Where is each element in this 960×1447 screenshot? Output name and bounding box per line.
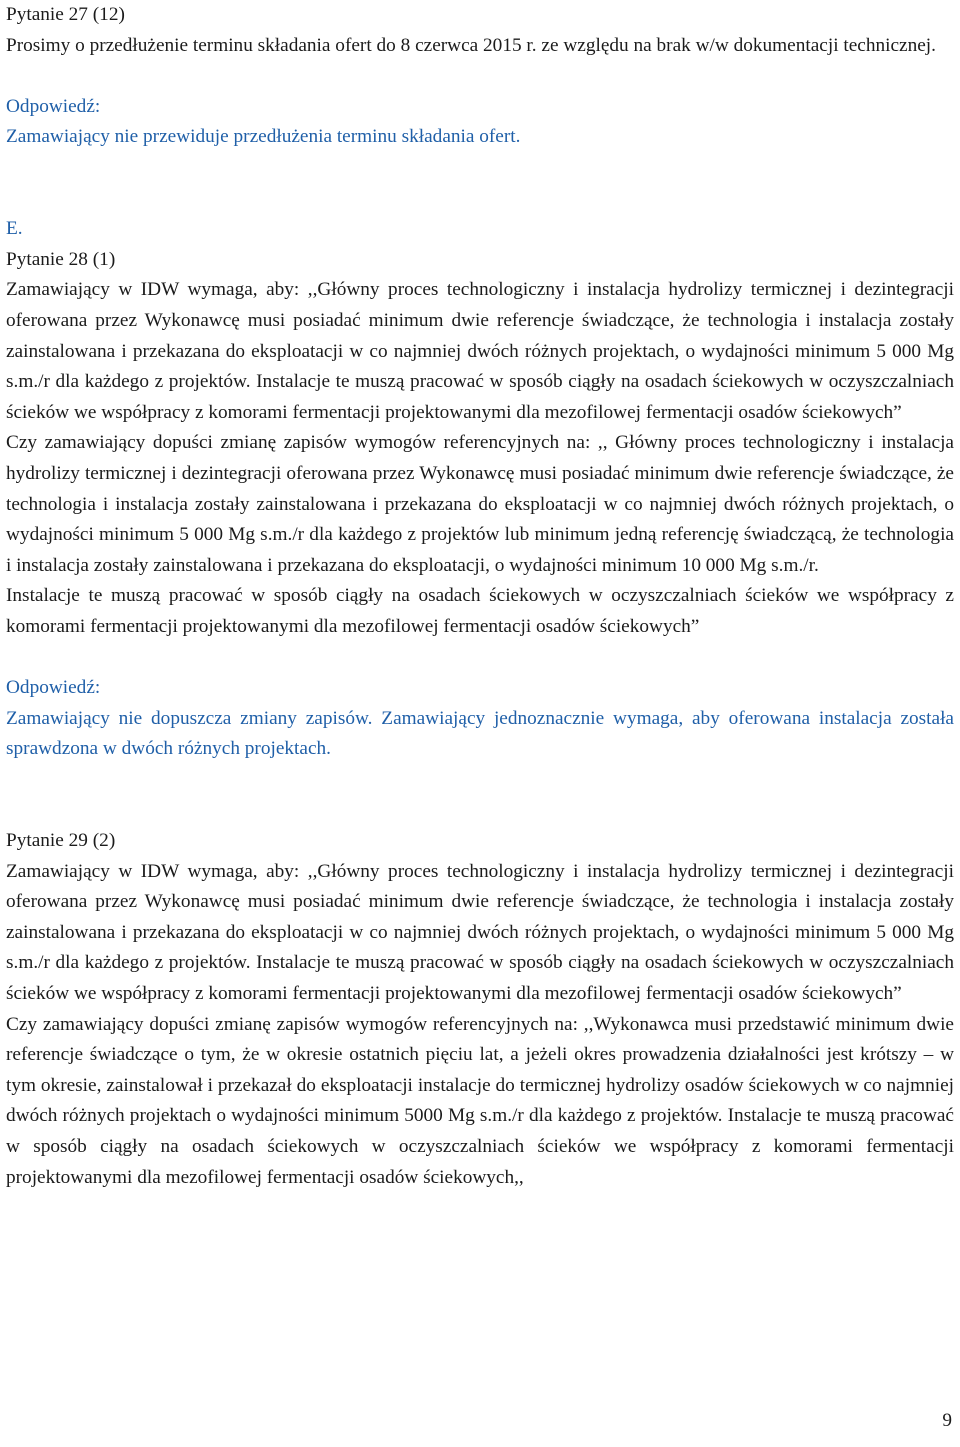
question-text: Instalacje te muszą pracować w sposób ciągły na osadach ściekowych w oczyszczalniach ścieków we współpracy z komorami fermentacji projektowanymi dla mezofilowej fermentacji osadów ściekowych”: [6, 585, 954, 637]
answer-text: Zamawiający nie przewiduje przedłużenia terminu składania ofert.: [6, 126, 521, 148]
question-text: Prosimy o przedłużenie terminu składania ofert do 8 czerwca 2015 r. ze względu na brak w/w dokumentacji technicznej.: [6, 34, 936, 56]
document-page: [6, 0, 954, 1193]
question-28: [6, 245, 954, 765]
question-29: [6, 826, 954, 1193]
question-heading: Pytanie 27 (12): [6, 4, 125, 25]
question-text: Czy zamawiający dopuści zmianę zapisów wymogów referencyjnych na: ,,Wykonawca musi przedstawić minimum dwie referencje świadczące o tym, że w okresie ostatnich pięciu lat, a jeżeli okres prowadzenia działalności jest krótszy – w tym okresie, zainstalował i przekazał do eksploatacji instalacje do termicznej hydrolizy osadów ściekowych w co najmniej dwóch różnych projektach o wydajności minimum 5000 Mg s.m./r dla każdego z projektów. Instalacje te muszą pracować w sposób ciągły na osadach ściekowych w oczyszczalniach ścieków we współpracy z komorami fermentacji projektowanymi dla mezofilowej fermentacji osadów ściekowych,,: [6, 1013, 954, 1188]
section-marker: E.: [6, 218, 23, 240]
question-27: [6, 0, 954, 153]
answer-text: Zamawiający nie dopuszcza zmiany zapisów. Zamawiający jednoznacznie wymaga, aby oferowana instalacja została sprawdzona w dwóch różnych projektach.: [6, 707, 954, 760]
question-heading: Pytanie 29 (2): [6, 830, 116, 852]
question-text: Zamawiający w IDW wymaga, aby: ,,Główny proces technologiczny i instalacja hydrolizy termicznej i dezintegracji oferowana przez Wykonawcę musi posiadać minimum dwie referencje świadczące, że technologia i instalacja zostały zainstalowana i przekazana do eksploatacji w co najmniej dwóch różnych projektach, o wydajności minimum 5 000 Mg s.m./r dla każdego z projektów. Instalacje te muszą pracować w sposób ciągły na osadach ściekowych w oczyszczalniach ścieków we współpracy z komorami fermentacji projektowanymi dla mezofilowej fermentacji osadów ściekowych”: [6, 279, 954, 423]
answer-label: Odpowiedź:: [6, 677, 101, 699]
question-text: Czy zamawiający dopuści zmianę zapisów wymogów referencyjnych na: ,, Główny proces technologiczny i instalacja hydrolizy termicznej i dezintegracji oferowana przez Wykonawcę musi posiadać minimum dwie referencje świadczące, że technologia i instalacja zostały zainstalowana i przekazana do eksploatacji w co najmniej dwóch różnych projektach, o wydajności minimum 5 000 Mg s.m./r dla każdego z projektów lub minimum jedną referencję świadczącą, że technologia i instalacja zostały zainstalowana i przekazana do eksploatacji, o wydajności minimum 10 000 Mg s.m./r.: [6, 432, 954, 576]
question-text: Zamawiający w IDW wymaga, aby: ,,Główny proces technologiczny i instalacja hydrolizy termicznej i dezintegracji oferowana przez Wykonawcę musi posiadać minimum dwie referencje świadczące, że technologia i instalacja zostały zainstalowana i przekazana do eksploatacji w co najmniej dwóch różnych projektach, o wydajności minimum 5 000 Mg s.m./r dla każdego z projektów. Instalacje te muszą pracować w sposób ciągły na osadach ściekowych w oczyszczalniach ścieków we współpracy z komorami fermentacji projektowanymi dla mezofilowej fermentacji osadów ściekowych”: [6, 860, 954, 1004]
question-heading: Pytanie 28 (1): [6, 248, 116, 270]
answer-label: Odpowiedź:: [6, 95, 101, 117]
page-number: 9: [942, 1410, 952, 1431]
